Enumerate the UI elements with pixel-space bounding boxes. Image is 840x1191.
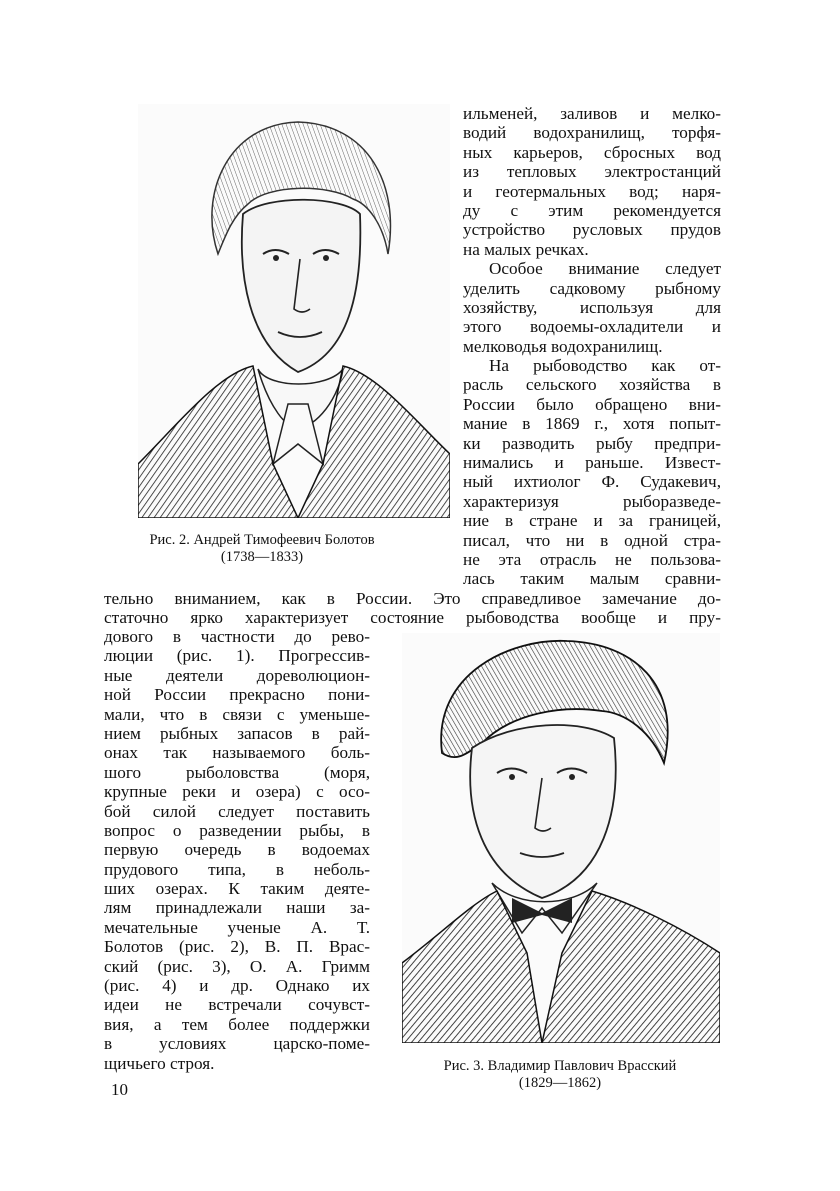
text-line: лям принадлежали наши за-	[104, 898, 370, 918]
text-line: ной России прекрасно пони-	[104, 685, 370, 705]
text-line: расль сельского хозяйства в	[463, 375, 721, 395]
text-line: мечательные ученые А. Т.	[104, 917, 370, 937]
vrassky-portrait	[402, 633, 720, 1043]
figure-3-caption-title: Рис. 3. Владимир Павлович Врасский	[443, 1058, 677, 1074]
text-line: на малых речках.	[463, 239, 589, 259]
text-line: мали, что в связи с уменьше-	[104, 704, 370, 724]
figure-2-caption-title: Рис. 2. Андрей Тимофеевич Болотов	[149, 532, 375, 548]
text-line: онах так называемого боль-	[104, 743, 370, 763]
text-line: нием рыбных запасов в рай-	[104, 723, 370, 743]
figure-3-caption-dates: (1829—1862)	[518, 1075, 602, 1091]
text-line: из тепловых электростанций	[463, 162, 721, 182]
text-line: люции (рис. 1). Прогрессив-	[104, 646, 370, 666]
paragraph-start: Особое внимание следует	[489, 259, 721, 279]
text-line: прудового типа, в неболь-	[104, 859, 370, 879]
text-line: нимались и раньше. Извест-	[463, 453, 721, 473]
text-line: шого рыболовства (моря,	[104, 762, 370, 782]
bolotov-portrait	[138, 104, 450, 518]
figure-2-caption	[118, 532, 406, 566]
text-line: ных карьеров, сбросных вод	[463, 142, 721, 162]
text-line: ки разводить рыбу предпри-	[463, 433, 721, 453]
text-line: статочно ярко характеризует состояние рыбоводства вообще и пру-	[104, 608, 721, 628]
text-line: крупные реки и озера) с осо-	[104, 782, 370, 802]
text-line: не эта отрасль не пользова-	[463, 549, 721, 569]
text-line: вопрос о разведении рыбы, в	[104, 820, 370, 840]
text-line: этого водоемы-охладители и	[463, 317, 721, 337]
left-column-text	[104, 627, 370, 1073]
paragraph-start: На рыбоводство как от-	[489, 356, 721, 376]
engraving-illustration	[138, 104, 450, 518]
text-line: дового в частности до рево-	[104, 627, 370, 646]
text-line: мание в 1869 г., хотя попыт-	[463, 414, 721, 434]
text-line: в условиях царско-поме-	[104, 1034, 370, 1054]
figure-3-caption	[400, 1058, 720, 1092]
text-line: ный ихтиолог Ф. Судакевич,	[463, 472, 721, 492]
text-line: (рис. 4) и др. Однако их	[104, 976, 370, 996]
text-line: первую очередь в водоемах	[104, 840, 370, 860]
text-line: ших озерах. К таким деяте-	[104, 879, 370, 899]
text-line: мелководья водохранилищ.	[463, 336, 663, 356]
text-line: вия, а тем более поддержки	[104, 1014, 370, 1034]
text-line: хозяйству, используя для	[463, 297, 721, 317]
text-line: ский (рис. 3), О. А. Гримм	[104, 956, 370, 976]
engraving-illustration	[402, 633, 720, 1043]
text-line: и геотермальных вод; наря-	[463, 181, 721, 201]
text-line: ние в стране и за границей,	[463, 511, 721, 531]
full-width-text	[104, 589, 721, 628]
text-line: ду с этим рекомендуется	[463, 200, 721, 220]
text-line: лась таким малым сравни-	[463, 569, 721, 589]
text-line: ильменей, заливов и мелко-	[463, 104, 721, 123]
text-line: характеризуя рыборазведе-	[463, 491, 721, 511]
text-line: писал, что ни в одной стра-	[463, 530, 721, 550]
text-line: водий водохранилищ, торфя-	[463, 123, 721, 143]
page-number: 10	[111, 1080, 128, 1099]
text-line: тельно вниманием, как в России. Это справедливое замечание до-	[104, 589, 721, 608]
text-line: устройство русловых прудов	[463, 220, 721, 240]
text-line: уделить садковому рыбному	[463, 278, 721, 298]
text-line: идеи не встречали сочувст-	[104, 995, 370, 1015]
text-line: ные деятели дореволюцион-	[104, 665, 370, 685]
text-line: России было обращено вни-	[463, 394, 721, 414]
text-line: Болотов (рис. 2), В. П. Врас-	[104, 937, 370, 957]
figure-2-caption-dates: (1738—1833)	[220, 549, 304, 565]
text-line: бой силой следует поставить	[104, 801, 370, 821]
right-column-text	[463, 104, 721, 589]
text-line: щичьего строя.	[104, 1053, 215, 1073]
